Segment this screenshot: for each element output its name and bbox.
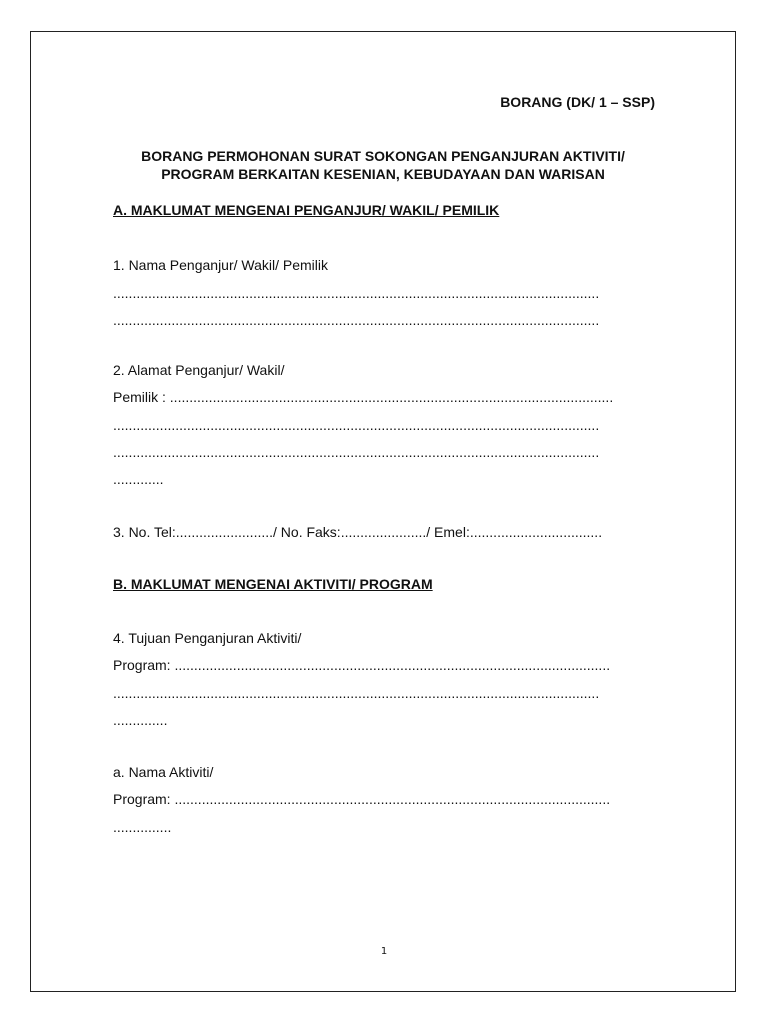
question-2-address-line: Pemilik : .................................................................................................................. [113,389,614,405]
question-2-label: 2. Alamat Penganjur/ Wakil/ [113,362,285,378]
form-title-line-1: BORANG PERMOHONAN SURAT SOKONGAN PENGANJURAN AKTIVITI/ [141,148,625,164]
question-4-blank-line: ............................................................................................................................. [113,685,600,701]
question-1-label: 1. Nama Penganjur/ Wakil/ Pemilik [113,257,329,273]
form-code: BORANG (DK/ 1 – SSP) [500,94,655,110]
page-number: 1 [380,946,388,957]
form-title-line-2: PROGRAM BERKAITAN KESENIAN, KEBUDAYAAN DAN WARISAN [161,166,605,182]
question-a-blank-line: ............... [113,819,172,835]
question-4-label: 4. Tujuan Penganjuran Aktiviti/ [113,630,302,646]
question-a-label: a. Nama Aktiviti/ [113,764,214,780]
question-2-blank-line: ............. [113,471,164,487]
section-b-heading: B. MAKLUMAT MENGENAI AKTIVITI/ PROGRAM [113,576,433,592]
question-4-program-line: Program: ................................................................................................................ [113,657,611,673]
question-4-blank-line: .............. [113,712,168,728]
question-2-blank-line: ............................................................................................................................. [113,444,600,460]
section-a-heading: A. MAKLUMAT MENGENAI PENGANJUR/ WAKIL/ PEMILIK [113,202,500,218]
question-3-contact-line: 3. No. Tel:........................./ No. Faks:....................../ Emel:.................................. [113,524,603,540]
question-a-program-line: Program: ................................................................................................................ [113,791,611,807]
question-2-blank-line: ............................................................................................................................. [113,417,600,433]
question-1-blank-line: ............................................................................................................................. [113,312,600,328]
question-1-blank-line: ............................................................................................................................. [113,285,600,301]
